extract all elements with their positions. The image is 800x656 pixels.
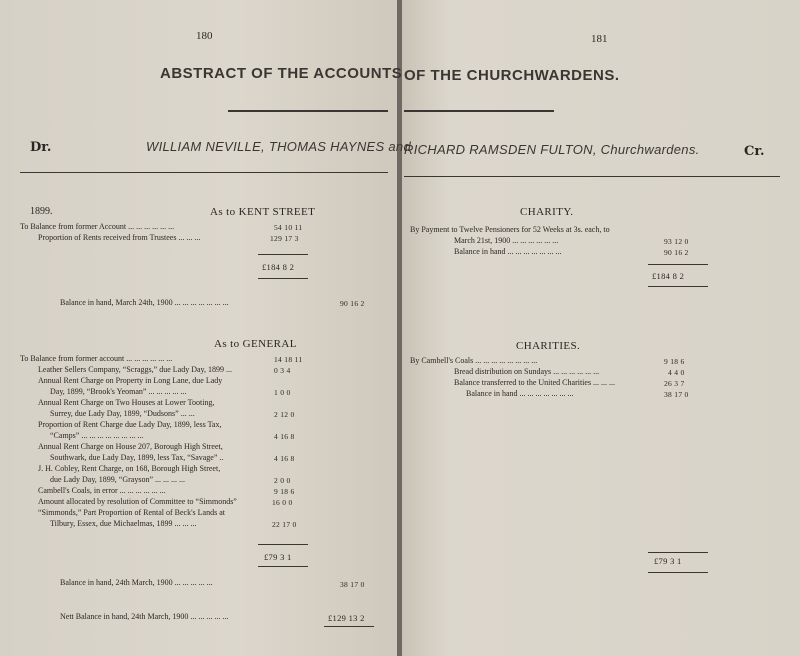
general-line: Proportion of Rent Charge due Lady Day, 1899, less Tax,: [38, 420, 222, 429]
general-amount: 16 0 0: [272, 498, 293, 507]
general-line: “Camps” ... ... ... ... ... ... ... ...: [50, 431, 144, 440]
churchwardens-names-left: WILLIAM NEVILLE, THOMAS HAYNES and: [146, 139, 411, 154]
charity-line: By Payment to Twelve Pensioners for 52 Weeks at 3s. each, to: [410, 225, 610, 234]
general-amount: 14 18 11: [274, 355, 303, 364]
general-line: Leather Sellers Company, “Scraggs,” due Lady Day, 1899 ...: [38, 365, 233, 374]
charity-line: March 21st, 1900 ... ... ... ... ... ...: [454, 236, 559, 245]
general-line: Surrey, due Lady Day, 1899, “Dudsons” ... ...: [50, 409, 195, 418]
nett-balance-underline: [324, 626, 374, 627]
general-amount: 4 16 8: [274, 454, 295, 463]
churchwardens-names-right: RICHARD RAMSDEN FULTON, Churchwardens.: [404, 142, 700, 157]
general-line: “Simmonds,” Part Proportion of Rental of Beck's Lands at: [38, 508, 225, 517]
charities-line: Balance in hand ... ... ... ... ... ... ...: [466, 389, 574, 398]
general-amount: 0 3 4: [274, 366, 291, 375]
general-amount: 1 0 0: [274, 388, 291, 397]
general-amount: 2 12 0: [274, 410, 295, 419]
general-line: Amount allocated by resolution of Committee to “Simmonds”: [38, 497, 237, 506]
title-right: OF THE CHURCHWARDENS.: [404, 67, 620, 84]
debit-mark: Dr.: [30, 140, 52, 155]
charities-line: By Cambell's Coals ... ... ... ... ... ... ... ...: [410, 356, 538, 365]
general-line: Annual Rent Charge on Property in Long Lane, due Lady: [38, 376, 223, 385]
kent-balance-amount: 90 16 2: [340, 299, 365, 308]
general-total-rule: [258, 544, 308, 545]
charity-amount: 93 12 0: [664, 237, 689, 246]
charity-amount: 90 16 2: [664, 248, 689, 257]
kent-amount: 54 10 11: [274, 223, 303, 232]
general-line: Tilbury, Essex, due Michaelmas, 1899 ... ... ...: [50, 519, 197, 528]
general-line: Cambell's Coals, in error ... ... ... ... ... ...: [38, 486, 166, 495]
kent-street-heading: As to KENT STREET: [210, 206, 316, 218]
kent-balance: Balance in hand, March 24th, 1900 ... ... ... ... ... ... ...: [60, 298, 229, 307]
general-amount: 4 16 8: [274, 432, 295, 441]
kent-total-underline: [258, 278, 308, 279]
title-rule-left: [228, 110, 388, 112]
general-total-underline: [258, 566, 308, 567]
general-balance: Balance in hand, 24th March, 1900 ... ... ... ... ...: [60, 578, 213, 587]
general-heading: As to GENERAL: [214, 338, 297, 350]
general-line: Annual Rent Charge on Two Houses at Lower Tooting,: [38, 398, 215, 407]
charities-line: Balance transferred to the United Charities ... ... ...: [454, 378, 616, 387]
charities-total-underline: [648, 572, 708, 573]
charities-total: £79 3 1: [654, 556, 682, 566]
charity-heading: CHARITY.: [520, 206, 574, 218]
page-number-right: 181: [591, 33, 608, 45]
general-line: Day, 1899, “Brook's Yeoman” ... ... ... ... ...: [50, 387, 187, 396]
header-rule-left: [20, 172, 388, 173]
title-rule-right: [404, 110, 554, 112]
kent-line: To Balance from former Account ... ... ... ... ... ...: [20, 222, 175, 231]
title-left: ABSTRACT OF THE ACCOUNTS: [160, 65, 403, 82]
kent-line: Proportion of Rents received from Trustees ... ... ...: [38, 233, 201, 242]
kent-total-rule: [258, 254, 308, 255]
general-balance-amount: 38 17 0: [340, 580, 365, 589]
general-line: J. H. Cobley, Rent Charge, on 168, Borough High Street,: [38, 464, 221, 473]
charity-total-rule: [648, 264, 708, 265]
charities-amount: 9 18 6: [664, 357, 685, 366]
credit-mark: Cr.: [744, 144, 765, 159]
general-total: £79 3 1: [264, 552, 292, 562]
header-rule-right: [404, 176, 780, 177]
charities-amount: 38 17 0: [664, 390, 689, 399]
nett-balance-amount: £129 13 2: [328, 613, 365, 623]
general-amount: 9 18 6: [274, 487, 295, 496]
general-line: Southwark, due Lady Day, 1899, less Tax, “Savage” ..: [50, 453, 224, 462]
charity-total: £184 8 2: [652, 271, 685, 281]
charities-amount: 26 3 7: [664, 379, 685, 388]
charities-amount: 4 4 0: [668, 368, 685, 377]
kent-amount: 129 17 3: [270, 234, 299, 243]
charity-total-underline: [648, 286, 708, 287]
charities-heading: CHARITIES.: [516, 340, 581, 352]
general-amount: 2 0 0: [274, 476, 291, 485]
general-line: To Balance from former account ... ... ... ... ... ...: [20, 354, 173, 363]
kent-total: £184 8 2: [262, 262, 295, 272]
book-gutter: [397, 0, 402, 656]
right-page: [402, 0, 800, 656]
page-number-left: 180: [196, 30, 213, 42]
nett-balance: Nett Balance in hand, 24th March, 1900 ... ... ... ... ...: [60, 612, 229, 621]
left-page: [0, 0, 397, 656]
charity-line: Balance in hand ... ... ... ... ... ... ...: [454, 247, 562, 256]
general-line: due Lady Day, 1899, “Grayson” ... ... ... ...: [50, 475, 186, 484]
charities-total-rule: [648, 552, 708, 553]
charities-line: Bread distribution on Sundays ... ... ... ... ... ...: [454, 367, 600, 376]
account-year: 1899.: [30, 206, 53, 217]
general-amount: 22 17 0: [272, 520, 297, 529]
general-line: Annual Rent Charge on House 207, Borough High Street,: [38, 442, 223, 451]
